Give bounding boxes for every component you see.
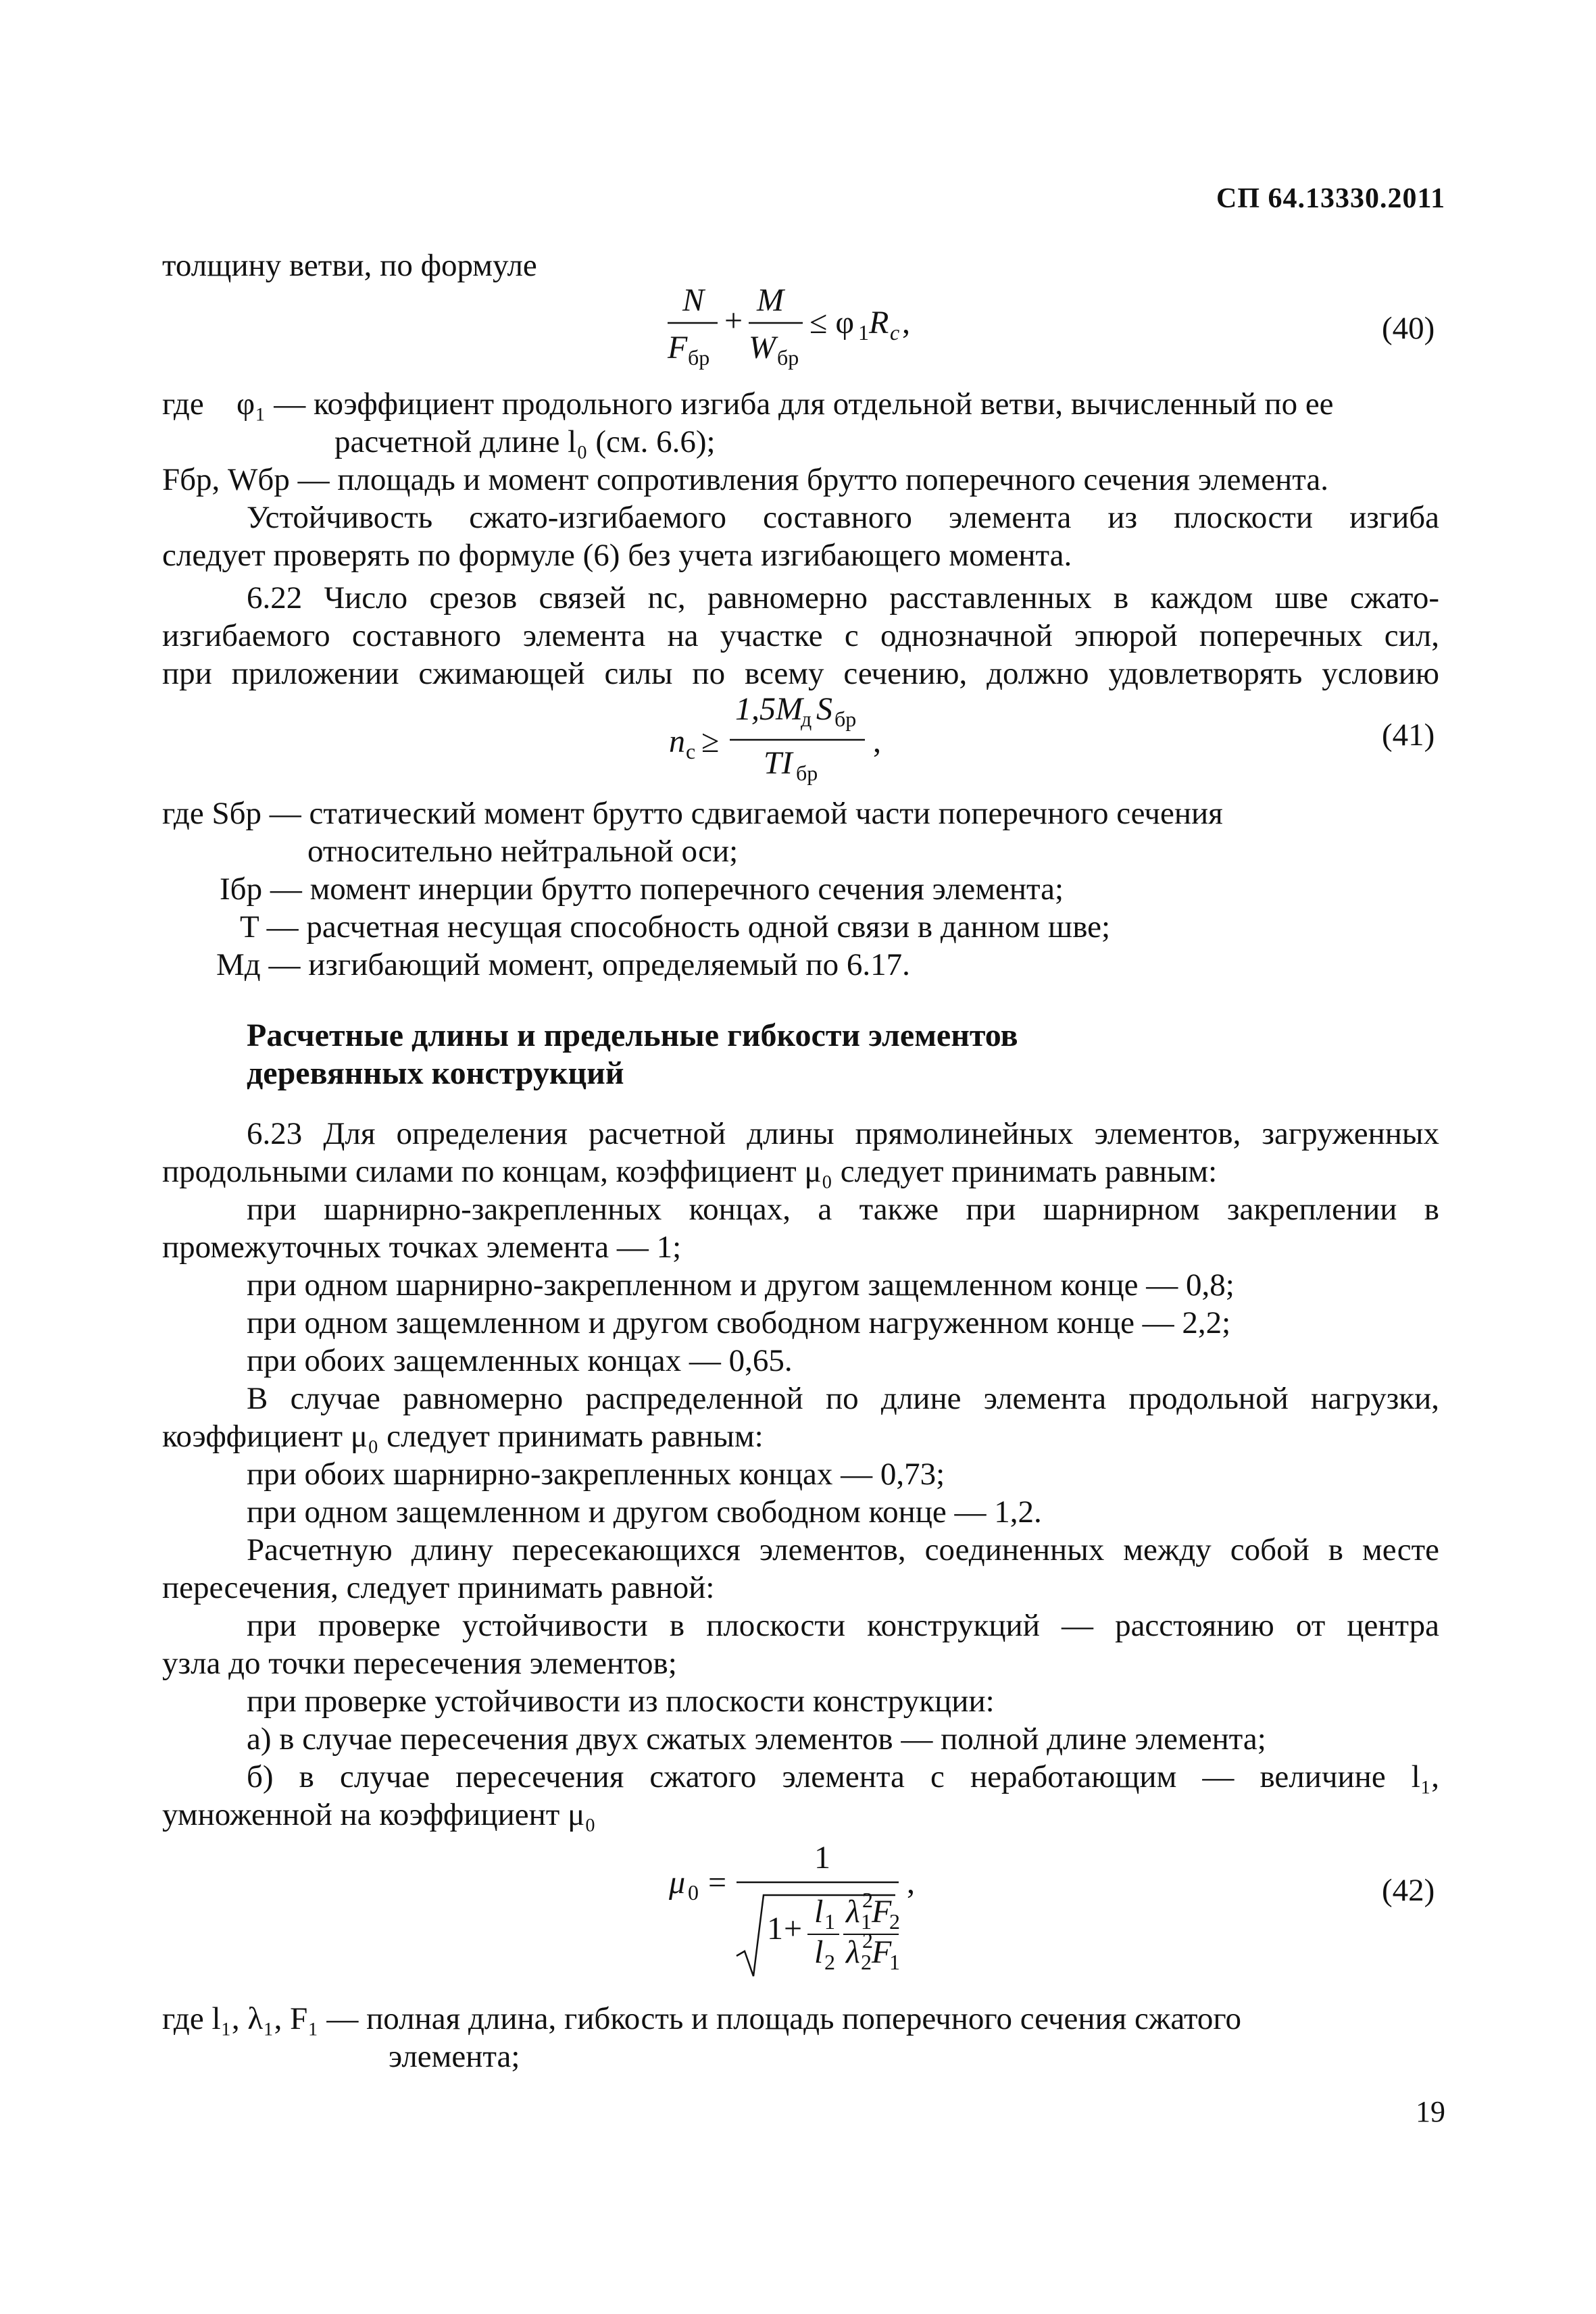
- eq42-tail: ,: [907, 1865, 915, 1901]
- eq42-fb-num-sub: 1: [861, 1909, 872, 1934]
- text-line: Расчетную длину пересекающихся элементов, соединенных между собой в месте: [247, 1532, 1439, 1567]
- text-line: при одном шарнирно-закрепленном и другом защемленном конце — 0,8;: [247, 1267, 1235, 1303]
- equation-40: [662, 280, 932, 385]
- eq40-rhs: ≤ φ: [809, 305, 855, 341]
- eq40-tail: ,: [902, 305, 910, 341]
- section-heading: деревянных конструкций: [247, 1055, 624, 1091]
- text-line: Mд — изгибающий момент, определяемый по 6.17.: [216, 947, 910, 982]
- text-line: а) в случае пересечения двух сжатых элементов — полной длине элемента;: [247, 1721, 1266, 1757]
- eq40-num2: M: [757, 282, 784, 318]
- text-line: относительно нейтральной оси;: [307, 834, 739, 869]
- text-line: пересечения, следует принимать равной:: [162, 1570, 715, 1605]
- equation-41-number: (41): [1382, 718, 1435, 753]
- text-line: при обоих защемленных концах — 0,65.: [247, 1343, 793, 1378]
- text-line: элемента;: [389, 2039, 520, 2074]
- eq40-den1-sub: бр: [688, 345, 710, 370]
- eq42-fa-num: l: [814, 1894, 824, 1930]
- eq42-fb-num2: F: [872, 1894, 892, 1930]
- equation-40-number: (40): [1382, 311, 1435, 346]
- eq42-fb-num: λ: [846, 1894, 860, 1930]
- text-line: 6.22 Число срезов связей nc, равномерно расставленных в каждом шве сжато-: [247, 580, 1439, 615]
- page-number: 19: [1416, 2095, 1445, 2128]
- eq42-fb-den2: F: [872, 1934, 892, 1970]
- equation-42: [662, 1831, 946, 1996]
- eq42-fb-num2-sub: 2: [889, 1909, 900, 1934]
- eq42-fb-den2-sub: 1: [889, 1950, 900, 1974]
- text-line: следует проверять по формуле (6) без учета изгибающего момента.: [162, 538, 1072, 573]
- section-heading: Расчетные длины и предельные гибкости элементов: [247, 1017, 1018, 1053]
- eq40-rhs-sub: 1: [858, 320, 869, 345]
- text-line: 6.23 Для определения расчетной длины прямолинейных элементов, загруженных: [247, 1116, 1439, 1151]
- text-line: где: [162, 386, 204, 422]
- equation-41: [662, 686, 932, 797]
- text-line: узла до точки пересечения элементов;: [162, 1646, 677, 1681]
- eq40-num1: N: [682, 282, 705, 318]
- text-line: б) в случае пересечения сжатого элемента с неработающим — величине l₁,: [247, 1759, 1439, 1794]
- eq41-num2: S: [816, 691, 832, 727]
- eq41-lhs: n: [669, 724, 685, 759]
- text-line: при одном защемленном и другом свободном конце — 1,2.: [247, 1494, 1042, 1530]
- eq40-den2-sub: бр: [777, 345, 799, 370]
- eq41-num2-sub: бр: [834, 707, 857, 731]
- equation-42-svg: [662, 1831, 946, 1993]
- text-line: T — расчетная несущая способность одной связи в данном шве;: [240, 909, 1111, 945]
- eq41-tail: ,: [873, 724, 881, 759]
- eq41-num-sub: д: [801, 707, 812, 731]
- eq42-inner-one: 1: [767, 1911, 783, 1946]
- text-line: φ₁ — коэффициент продольного изгиба для отдельной ветви, вычисленный по ее: [236, 386, 1334, 422]
- text-line: расчетной длине l₀ (см. 6.6);: [334, 424, 716, 459]
- eq42-eq: =: [708, 1865, 727, 1901]
- eq42-one: 1: [814, 1840, 830, 1876]
- text-line: Iбр — момент инерции брутто поперечного сечения элемента;: [220, 872, 1064, 907]
- text-line: Устойчивость сжато-изгибаемого составного элемента из плоскости изгиба: [247, 500, 1439, 535]
- eq40-den2: W: [749, 330, 776, 366]
- text-line: толщину ветви, по формуле: [162, 248, 537, 283]
- text-line: при обоих шарнирно-закрепленных концах — 0,73;: [247, 1457, 945, 1492]
- eq40-rhs2: R: [869, 305, 889, 341]
- text-line: при проверке устойчивости из плоскости конструкции:: [247, 1684, 995, 1719]
- text-line: при одном защемленном и другом свободном нагруженном конце — 2,2;: [247, 1305, 1231, 1340]
- text-line: умноженной на коэффициент μ₀: [162, 1797, 596, 1832]
- eq41-den: TI: [764, 745, 793, 781]
- eq41-num: 1,5M: [735, 691, 803, 727]
- text-line: при приложении сжимающей силы по всему сечению, должно удовлетворять условию: [162, 656, 1439, 691]
- equation-42-number: (42): [1382, 1873, 1435, 1908]
- eq42-fa-den: l: [814, 1934, 824, 1970]
- eq42-fb-den-sup: 2: [862, 1928, 873, 1953]
- text-line: изгибаемого составного элемента на участке с однозначной эпюрой поперечных сил,: [162, 618, 1439, 653]
- document-code-header: СП 64.13330.2011: [1216, 183, 1446, 214]
- text-line: где l₁, λ₁, F₁ — полная длина, гибкость и площадь поперечного сечения сжатого: [162, 2001, 1242, 2036]
- eq42-fb-den-sub: 2: [861, 1950, 872, 1974]
- eq41-lhs-sub: c: [686, 739, 696, 763]
- eq42-fb-den: λ: [846, 1934, 860, 1970]
- eq40-rhs2-sub: c: [890, 320, 900, 345]
- text-line: В случае равномерно распределенной по длине элемента продольной нагрузки,: [247, 1381, 1439, 1416]
- eq42-fb-num-sup: 2: [862, 1888, 873, 1912]
- text-line: Fбр, Wбр — площадь и момент сопротивления брутто поперечного сечения элемента.: [162, 462, 1328, 497]
- text-line: коэффициент μ₀ следует принимать равным:: [162, 1419, 764, 1454]
- eq40-den1: F: [668, 330, 688, 366]
- eq42-lhs-sub: 0: [688, 1880, 699, 1905]
- eq41-rel: ≥: [701, 724, 720, 759]
- equation-40-svg: [662, 280, 932, 382]
- text-line: при проверке устойчивости в плоскости конструкций — расстоянию от центра: [247, 1608, 1439, 1643]
- equation-41-svg: [662, 686, 932, 794]
- eq41-den-sub: бр: [796, 761, 818, 785]
- eq42-fa-den-sub: 2: [824, 1950, 835, 1974]
- eq42-fa-num-sub: 1: [824, 1909, 835, 1934]
- eq42-plus: +: [784, 1911, 803, 1946]
- text-line: где Sбр — статический момент брутто сдвигаемой части поперечного сечения: [162, 796, 1223, 831]
- eq42-lhs: μ: [669, 1865, 686, 1901]
- text-line: продольными силами по концам, коэффициент μ₀ следует принимать равным:: [162, 1154, 1218, 1189]
- text-line: при шарнирно-закрепленных концах, а также при шарнирном закреплении в: [247, 1192, 1439, 1227]
- eq40-plus: +: [724, 303, 743, 338]
- text-line: промежуточных точках элемента — 1;: [162, 1230, 682, 1265]
